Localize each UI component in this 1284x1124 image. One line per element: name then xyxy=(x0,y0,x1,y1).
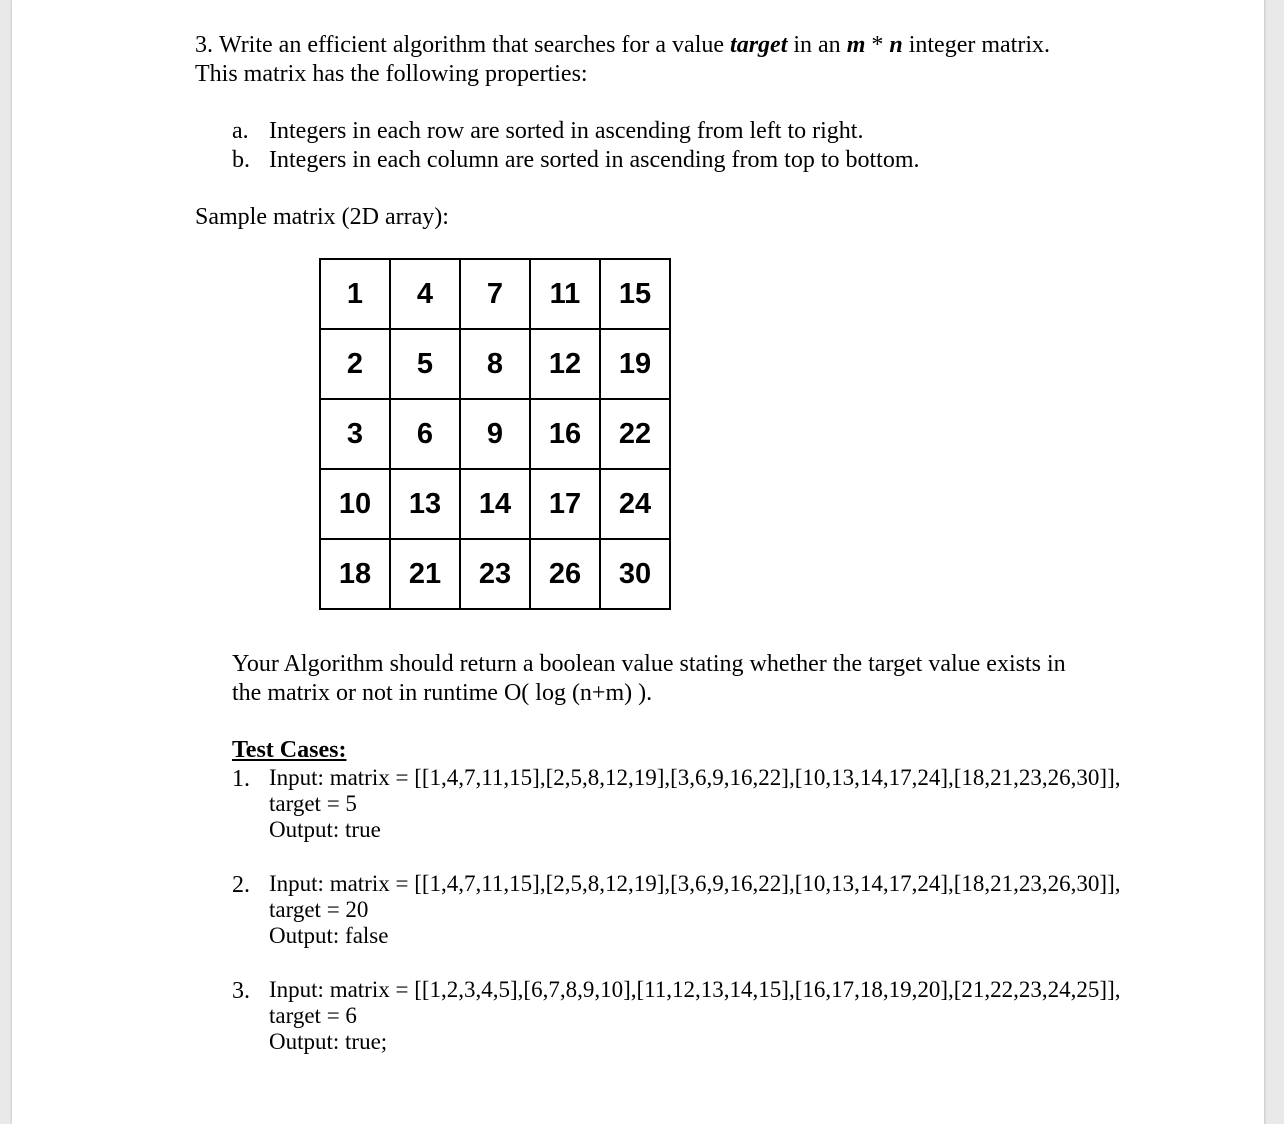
matrix-cell: 1 xyxy=(320,259,390,329)
test-case-output: Output: false xyxy=(269,923,389,948)
matrix-row xyxy=(320,469,670,539)
test-case-target: target = 6 xyxy=(269,1003,357,1028)
matrix-cell: 11 xyxy=(530,259,600,329)
algorithm-requirement xyxy=(232,650,1066,708)
test-case-input: Input: matrix = [[1,4,7,11,15],[2,5,8,12,19],[3,6,9,16,22],[10,13,14,17,24],[18,21,23,26,30]], xyxy=(269,871,1121,896)
matrix-cell: 19 xyxy=(600,329,670,399)
test-case-number: 2. xyxy=(232,872,250,898)
matrix-cell: 23 xyxy=(460,539,530,609)
matrix-row xyxy=(320,399,670,469)
test-case-output: Output: true xyxy=(269,817,381,842)
matrix-cell: 6 xyxy=(390,399,460,469)
test-case-target: target = 20 xyxy=(269,897,369,922)
matrix-cell: 10 xyxy=(320,469,390,539)
test-case-number: 3. xyxy=(232,978,250,1004)
m-variable: m xyxy=(846,32,866,58)
question-line-2: This matrix has the following properties: xyxy=(195,61,588,87)
matrix-cell: 7 xyxy=(460,259,530,329)
property-marker: a. xyxy=(232,118,249,144)
matrix-cell: 17 xyxy=(530,469,600,539)
test-cases-heading: Test Cases: xyxy=(232,737,347,763)
matrix-cell: 8 xyxy=(460,329,530,399)
matrix-cell: 30 xyxy=(600,539,670,609)
question-number: 3. xyxy=(195,32,213,58)
matrix-cell: 18 xyxy=(320,539,390,609)
property-text: Integers in each column are sorted in ascending from top to bottom. xyxy=(269,147,920,173)
algorithm-line-1: Your Algorithm should return a boolean value stating whether the target value exists in xyxy=(232,651,1066,677)
matrix-cell: 9 xyxy=(460,399,530,469)
property-marker: b. xyxy=(232,147,250,173)
matrix-cell: 4 xyxy=(390,259,460,329)
matrix-cell: 13 xyxy=(390,469,460,539)
test-case-target: target = 5 xyxy=(269,791,357,816)
matrix-cell: 24 xyxy=(600,469,670,539)
matrix-cell: 5 xyxy=(390,329,460,399)
matrix-cell: 3 xyxy=(320,399,390,469)
test-case-input: Input: matrix = [[1,2,3,4,5],[6,7,8,9,10],[11,12,13,14,15],[16,17,18,19,20],[21,22,23,24,25]], xyxy=(269,977,1121,1002)
algorithm-line-2: the matrix or not in runtime O( log (n+m) ). xyxy=(232,680,653,706)
matrix-cell: 12 xyxy=(530,329,600,399)
matrix-cell: 26 xyxy=(530,539,600,609)
matrix-row xyxy=(320,329,670,399)
matrix-cell: 22 xyxy=(600,399,670,469)
sample-matrix-table xyxy=(319,258,671,610)
property-text: Integers in each row are sorted in ascending from left to right. xyxy=(269,118,864,144)
matrix-cell: 21 xyxy=(390,539,460,609)
sample-matrix-label: Sample matrix (2D array): xyxy=(195,204,449,230)
n-variable: n xyxy=(889,32,903,58)
matrix-cell: 15 xyxy=(600,259,670,329)
document-page xyxy=(12,0,1264,1124)
matrix-row xyxy=(320,259,670,329)
matrix-cell: 14 xyxy=(460,469,530,539)
matrix-cell: 2 xyxy=(320,329,390,399)
test-case-output: Output: true; xyxy=(269,1029,388,1054)
matrix-row xyxy=(320,539,670,609)
test-case-input: Input: matrix = [[1,4,7,11,15],[2,5,8,12,19],[3,6,9,16,22],[10,13,14,17,24],[18,21,23,26,30]], xyxy=(269,765,1121,790)
question-line-1: 3. Write an efficient algorithm that searches for a value target in an m * n integer matrix. xyxy=(195,32,1050,58)
target-keyword: target xyxy=(730,32,788,58)
question-intro xyxy=(195,31,1050,89)
test-case-number: 1. xyxy=(232,766,250,792)
matrix-cell: 16 xyxy=(530,399,600,469)
